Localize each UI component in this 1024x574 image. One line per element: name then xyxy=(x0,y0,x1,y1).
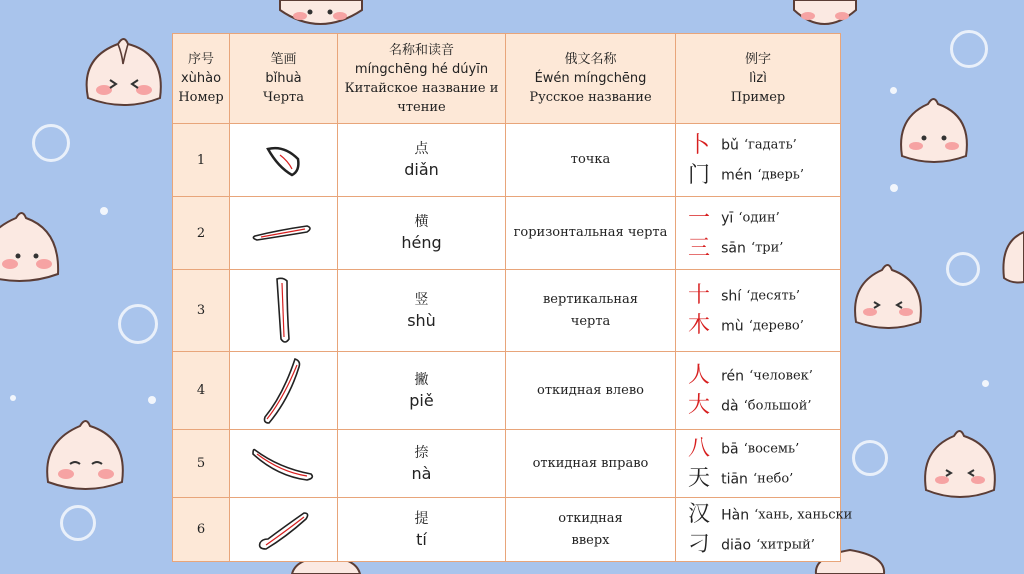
example-pinyin: tiān xyxy=(721,471,748,487)
stroke-cell xyxy=(230,352,338,430)
example-line xyxy=(688,130,840,160)
stroke-cell xyxy=(230,498,338,562)
bg-dot xyxy=(148,396,156,404)
bg-ring xyxy=(946,252,980,286)
example-char: 汉 xyxy=(688,502,711,527)
bun-mascot-icon xyxy=(0,200,62,290)
header-name-ru-line1: Китайское название и xyxy=(344,80,499,96)
stroke-cell xyxy=(230,270,338,352)
example-line xyxy=(688,203,840,233)
table-row xyxy=(173,498,841,562)
russian-name: точка xyxy=(570,152,611,167)
example-char: 一 xyxy=(688,205,711,231)
stroke-cell xyxy=(230,430,338,498)
name-pinyin: diǎn xyxy=(404,160,439,179)
name-pinyin: tí xyxy=(416,529,427,549)
example-pinyin: shí xyxy=(721,288,742,304)
bg-dot xyxy=(982,380,989,387)
bun-mascot-icon xyxy=(850,252,926,338)
example-cell xyxy=(676,498,853,562)
example-pinyin: dà xyxy=(721,398,739,414)
header-number-pinyin: xùhào xyxy=(180,71,222,86)
example-translation: ‘восемь’ xyxy=(743,441,800,456)
header-stroke xyxy=(230,34,338,124)
row-number: 3 xyxy=(173,270,230,352)
name-pinyin: héng xyxy=(401,233,442,252)
russian-name-line2: вверх xyxy=(571,532,610,548)
russian-name-cell xyxy=(506,352,676,430)
example-pinyin: bā xyxy=(721,441,739,457)
example-translation: ‘десять’ xyxy=(746,288,800,303)
russian-name-cell xyxy=(506,124,676,197)
header-example xyxy=(676,34,841,124)
example-char: 卜 xyxy=(688,132,711,158)
bg-dot xyxy=(890,184,898,192)
example-char: 三 xyxy=(688,235,711,261)
name-pinyin: piě xyxy=(409,390,434,410)
example-char: 十 xyxy=(688,283,711,308)
russian-name: откидная влево xyxy=(537,382,644,398)
russian-name-cell xyxy=(506,498,676,562)
russian-name: откидная вправо xyxy=(532,455,649,471)
bg-dot xyxy=(100,207,108,215)
header-stroke-ru: Черта xyxy=(262,90,304,105)
name-zh: 提 xyxy=(414,510,429,527)
bg-ring xyxy=(852,440,888,476)
name-pinyin: nà xyxy=(411,463,432,483)
rising-stroke-icon xyxy=(254,507,314,553)
example-line xyxy=(688,160,840,190)
example-pinyin: bǔ xyxy=(721,137,739,154)
example-char: 刁 xyxy=(688,532,711,557)
header-name-ru-line2: чтение xyxy=(397,99,446,115)
example-translation: ‘хитрый’ xyxy=(756,537,815,552)
table-row xyxy=(173,197,841,270)
example-pinyin: mù xyxy=(721,318,744,334)
example-cell xyxy=(676,430,841,498)
right-falling-stroke-icon xyxy=(249,442,319,486)
example-cell xyxy=(676,124,841,197)
example-char: 天 xyxy=(688,466,711,491)
name-zh: 竖 xyxy=(414,291,429,308)
example-translation: ‘гадать’ xyxy=(743,137,797,153)
header-number-zh: 序号 xyxy=(187,52,214,67)
header-stroke-zh: 笔画 xyxy=(270,52,297,67)
example-cell xyxy=(676,352,841,430)
example-char: 大 xyxy=(688,393,711,418)
example-char: 门 xyxy=(688,162,711,188)
russian-name-cell xyxy=(506,270,676,352)
stroke-table-panel xyxy=(172,33,853,561)
row-number: 2 xyxy=(173,197,230,270)
bg-dot xyxy=(10,395,16,401)
header-example-ru: Пример xyxy=(730,90,786,105)
example-line xyxy=(688,464,840,494)
bg-ring xyxy=(950,30,988,68)
header-name-pinyin: míngchēng hé dúyīn xyxy=(354,61,489,77)
name-zh: 撇 xyxy=(414,371,429,388)
table-row xyxy=(173,430,841,498)
name-cell xyxy=(338,498,506,562)
stroke-table xyxy=(172,33,853,562)
name-cell xyxy=(338,197,506,270)
row-number: 1 xyxy=(173,124,230,197)
example-cell xyxy=(676,197,841,270)
name-pinyin: shù xyxy=(407,310,436,330)
example-line xyxy=(688,311,840,341)
example-translation: ‘хань, ханьски xyxy=(754,507,853,522)
bun-mascot-icon xyxy=(40,410,130,500)
example-translation: ‘один’ xyxy=(738,210,780,226)
bg-ring xyxy=(118,304,158,344)
example-char: 木 xyxy=(688,313,711,338)
example-line xyxy=(688,391,840,421)
russian-name-line2: черта xyxy=(570,313,611,329)
example-char: 人 xyxy=(688,363,711,388)
example-translation: ‘три’ xyxy=(750,240,784,256)
table-row xyxy=(173,352,841,430)
table-row xyxy=(173,124,841,197)
example-pinyin: mén xyxy=(721,167,753,184)
example-line xyxy=(688,361,840,391)
table-header-row xyxy=(173,34,841,124)
example-line xyxy=(688,500,853,530)
stroke-cell xyxy=(230,124,338,197)
bun-mascot-icon xyxy=(896,86,972,172)
table-row xyxy=(173,270,841,352)
example-cell xyxy=(676,270,841,352)
example-pinyin: sān xyxy=(721,240,746,257)
stroke-cell xyxy=(230,197,338,270)
name-zh: 捺 xyxy=(414,444,429,461)
name-zh: 横 xyxy=(414,214,429,230)
left-falling-stroke-icon xyxy=(259,355,309,427)
example-translation: ‘дверь’ xyxy=(757,167,804,183)
example-pinyin: diāo xyxy=(721,537,752,553)
example-line xyxy=(688,281,840,311)
header-russian-name xyxy=(506,34,676,124)
bun-mascot-icon xyxy=(276,0,366,34)
horizontal-stroke-icon xyxy=(249,218,319,248)
header-russian-name-ru: Русское название xyxy=(529,90,652,105)
row-number: 4 xyxy=(173,352,230,430)
bun-mascot-icon xyxy=(790,0,860,34)
header-russian-name-pinyin: Éwén míngchēng xyxy=(534,71,647,86)
example-pinyin: yī xyxy=(721,210,734,227)
header-name xyxy=(338,34,506,124)
bun-mascot-icon xyxy=(920,418,1000,508)
name-zh: 点 xyxy=(414,141,429,157)
row-number: 5 xyxy=(173,430,230,498)
header-number-ru: Номер xyxy=(178,90,224,105)
header-example-zh: 例字 xyxy=(744,52,771,67)
header-example-pinyin: lìzì xyxy=(749,71,767,86)
header-stroke-pinyin: bǐhuà xyxy=(265,71,302,86)
header-name-zh: 名称和读音 xyxy=(388,42,454,58)
example-pinyin: rén xyxy=(721,368,745,384)
example-translation: ‘небо’ xyxy=(753,471,794,486)
name-cell xyxy=(338,124,506,197)
example-char: 八 xyxy=(688,436,711,461)
russian-name-line1: вертикальная xyxy=(542,291,639,307)
bg-ring xyxy=(32,124,70,162)
name-cell xyxy=(338,352,506,430)
header-russian-name-zh: 俄文名称 xyxy=(564,52,617,67)
bg-ring xyxy=(60,505,96,541)
example-pinyin: Hàn xyxy=(721,507,750,523)
russian-name: горизонтальная черта xyxy=(513,225,668,240)
russian-name-line1: откидная xyxy=(558,510,623,526)
bun-mascot-icon xyxy=(78,28,168,116)
example-line xyxy=(688,233,840,263)
russian-name-cell xyxy=(506,197,676,270)
example-translation: ‘человек’ xyxy=(749,368,813,383)
example-line xyxy=(688,530,840,560)
name-cell xyxy=(338,270,506,352)
name-cell xyxy=(338,430,506,498)
example-translation: ‘большой’ xyxy=(743,398,812,413)
dot-stroke-icon xyxy=(254,137,314,183)
russian-name-cell xyxy=(506,430,676,498)
example-line xyxy=(688,434,840,464)
header-number xyxy=(173,34,230,124)
example-translation: ‘дерево’ xyxy=(748,318,804,333)
row-number: 6 xyxy=(173,498,230,562)
bun-mascot-icon xyxy=(1000,218,1024,288)
vertical-stroke-icon xyxy=(269,275,299,347)
